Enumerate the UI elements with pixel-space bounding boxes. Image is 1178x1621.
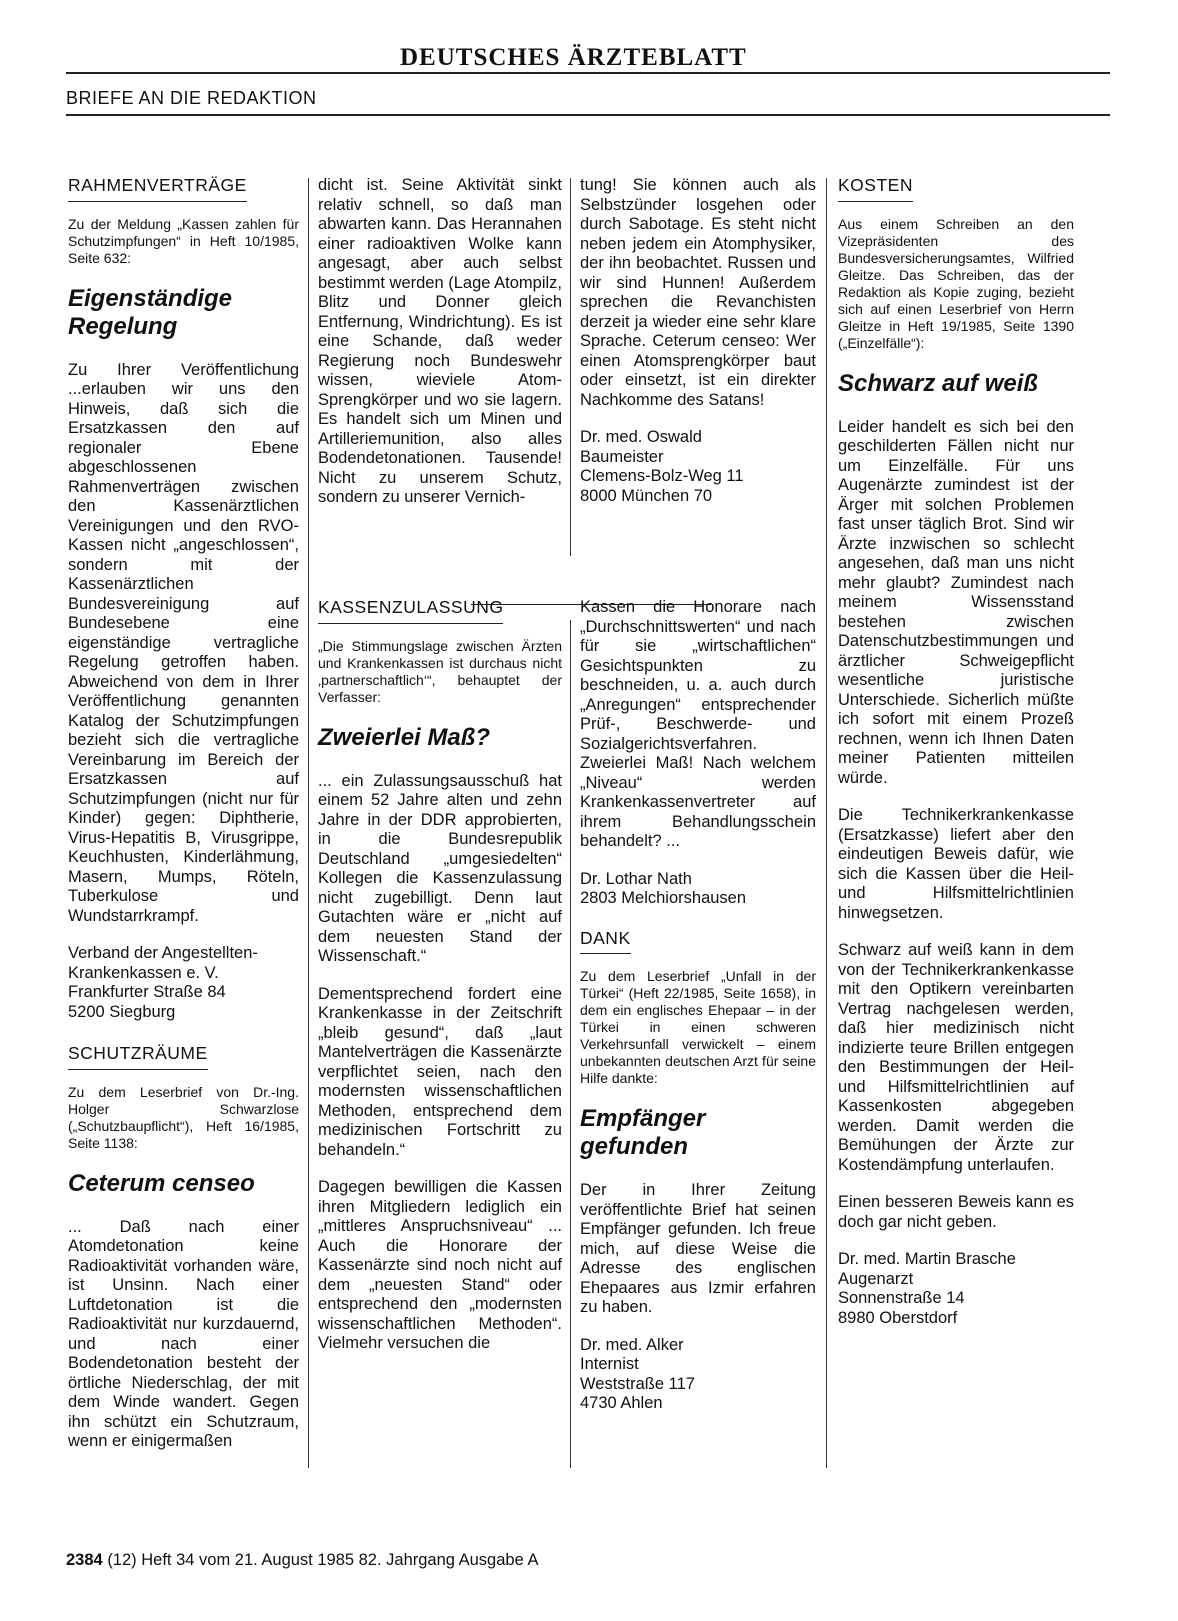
headline-eigenstaendige-regelung: Eigenständige Regelung bbox=[68, 284, 233, 340]
signature-line: Augenarzt bbox=[838, 1269, 914, 1288]
column-divider bbox=[308, 178, 309, 1468]
headline-ceterum-censeo: Ceterum censeo bbox=[68, 1169, 255, 1197]
headline-empfaenger-gefunden: Empfänger gefunden bbox=[580, 1105, 706, 1160]
column-3 bbox=[580, 176, 816, 506]
signature-line: Baumeister bbox=[580, 447, 664, 466]
intro-text: Zu der Meldung „Kassen zahlen für Schutzimpfungen“ in Heft 10/1985, Seite 632: bbox=[68, 215, 299, 266]
intro-text: „Die Stimmungslage zwischen Ärzten und Krankenkassen ist durchaus nicht ‚partnerschaftlich‘“, behauptet der Verfasser: bbox=[318, 637, 562, 705]
signature-line: Frankfurter Straße 84 bbox=[68, 983, 226, 1001]
signature-line: Krankenkassen e. V. bbox=[68, 963, 219, 982]
signature bbox=[580, 428, 816, 506]
column-4 bbox=[838, 176, 1074, 1328]
section-header-kosten: KOSTEN bbox=[838, 176, 913, 202]
column-divider bbox=[570, 620, 571, 1468]
signature bbox=[68, 944, 299, 1022]
page-footer bbox=[66, 1551, 538, 1570]
article-paragraph: Die Technikerkrankenkasse (Ersatzkasse) liefert aber den eindeutigen Beweis dafür, wie sich die Kassen über die Heil- und Hilfsmittelrichtlinien hinwegsetzen. bbox=[838, 806, 1074, 922]
article-paragraph: ... ein Zulassungsausschuß hat einem 52 Jahre alten und zehn Jahre in der DDR approbierten, in die Bundesrepublik Deutschland „umgesiedelten“ Kollegen die Kassenzulassung nicht zugebilligt. Denn laut Gutachten wäre er „nicht auf dem neuesten Stand der Wissenschaft.“ bbox=[318, 771, 562, 965]
signature bbox=[580, 1336, 816, 1414]
article-body: ... Daß nach einer Atomdetonation keine Radioaktivität vorhanden wäre, ist Unsinn. Nach einer Luftdetonation ist die Radioaktivität nur kurzdauernd, und nach einer Bodendetonation besteht der örtliche Niederschlag, der mit dem Winde wandert. Gegen ihn schützt ein Schutzraum, wenn er einigermaßen bbox=[68, 1217, 299, 1450]
intro-text: Zu dem Leserbrief von Dr.-Ing. Holger Schwarzlose („Schutzbaupflicht“), Heft 16/1985, Seite 1138: bbox=[68, 1083, 299, 1151]
article-paragraph: Einen besseren Beweis kann es doch gar nicht geben. bbox=[838, 1193, 1074, 1231]
column-2 bbox=[318, 176, 562, 508]
section-header-dank: DANK bbox=[580, 929, 631, 955]
column-divider bbox=[826, 178, 827, 1468]
page-number: 2384 bbox=[66, 1551, 103, 1569]
signature bbox=[838, 1250, 1074, 1328]
intro-text: Aus einem Schreiben an den Vizepräsidenten des Bundesversicherungsamtes, Wilfried Gleitze. Das Schreiben, das der Redaktion als Kopie zuging, bezieht sich auf einen Leserbrief von Herrn Gleitze in Heft 19/1985, Seite 1390 („Einzelfälle“): bbox=[838, 215, 1074, 351]
masthead: DEUTSCHES ÄRZTEBLATT bbox=[400, 44, 747, 71]
masthead-rule bbox=[66, 72, 1110, 74]
article-body-continued: tung! Sie können auch als Selbstzünder losgehen oder durch Sabotage. Es steht nicht neben jedem ein Atomphysiker, der ihn beobachtet. Russen und wir sind Hunnen! Außerdem sprechen die Revanchisten derzeit ja wieder eine sehr klare Sprache. Ceterum censeo: Wer einen Atomsprengkörper baut oder einsetzt, ist ein direkter Nachkomme des Satans! bbox=[580, 176, 816, 409]
section-header-kassenzulassung: KASSENZULASSUNG bbox=[318, 598, 503, 624]
article-paragraph: Der in Ihrer Zeitung veröffentlichte Brief hat seinen Empfänger gefunden. Ich freue mich, auf diese Weise die Adresse des englischen Ehepaares aus Izmir erfahren zu haben. bbox=[580, 1181, 816, 1316]
article-paragraph: Dementsprechend fordert eine Krankenkasse in der Zeitschrift „bleib gesund“, daß „laut Mantelverträgen die Kassenärzte verpflichtet seien, nach den modernsten wissenschaftlichen Methoden, entsprechend dem medizinischen Fortschritt zu behandeln.“ bbox=[318, 984, 562, 1159]
signature-line: 2803 Melchiorshausen bbox=[580, 889, 747, 907]
signature-line: Dr. med. Oswald bbox=[580, 428, 702, 446]
article-body-continued: dicht ist. Seine Aktivität sinkt relativ schnell, so daß man abwarten kann. Das Herannahen einer radioaktiven Wolke kann angesagt, aber auch selbst bestimmt werden (Lage Atompilz, Blitz und Donner gleich Entfernung, Windrichtung). Es ist eine Schande, daß weder Regierung noch Bundeswehr wissen, wieviele Atom-Sprengkörper und wo sie lagern. Es handelt sich um Minen und Artilleriemunition, also alles Bodendetonationen. Tausende! Nicht zu unserem Schutz, sondern zu unserer Vernich- bbox=[318, 176, 562, 506]
article-paragraph: Schwarz auf weiß kann in dem von der Technikerkrankenkasse mit den Optikern vereinbarten Vertrag nachgelesen werden, daß hier medizinisch nicht indizierte teure Brillen entgegen den Bestimmungen der Heil- und Hilfsmittelrichtlinien auf Kassenkosten abgegeben werden. Damit werden die Bemühungen der Ärzte zur Kostendämpfung unterlaufen. bbox=[838, 941, 1074, 1174]
signature-line: Dr. med. Martin Brasche bbox=[838, 1250, 1016, 1268]
signature-line: Dr. Lothar Nath bbox=[580, 869, 692, 888]
intro-text: Zu dem Leserbrief „Unfall in der Türkei“ (Heft 22/1985, Seite 1658), in dem ein englisches Ehepaar – in der Türkei in einen schweren Verkehrsunfall verwickelt – einem unbekannten deutschen Arzt für seine Hilfe dankte: bbox=[580, 968, 816, 1086]
signature bbox=[580, 870, 816, 909]
section-rule bbox=[66, 114, 1110, 116]
article-paragraph: Leider handelt es sich bei den geschilderten Fällen nicht nur um Einzelfälle. Für uns Augenärzte zumindest ist der Ärger mit solchen Problemen fast unser täglich Brot. Sind wir Ärzte inzwischen so schlecht angesehen, daß man uns nicht mehr glaubt? Zumindest nach meinem Wissensstand bestehen zwischen Datenschutzbestimmungen und ärztlicher Schweigepflicht wesentliche juristische Unterschiede. Sicherlich müßte ich sofort mit einem Prozeß rechnen, wenn ich Ihnen Daten meiner Patienten mitteilen würde. bbox=[838, 417, 1074, 787]
section-label: BRIEFE AN DIE REDAKTION bbox=[66, 88, 317, 108]
section-header-rahmenvertraege: RAHMENVERTRÄGE bbox=[68, 176, 247, 202]
signature-line: 8000 München 70 bbox=[580, 486, 713, 505]
signature-line: Weststraße 117 bbox=[580, 1374, 695, 1393]
signature-line: Verband der Angestellten- bbox=[68, 944, 258, 962]
signature-line: Internist bbox=[580, 1355, 639, 1373]
column-3-lower bbox=[580, 598, 816, 1414]
article-body-continued: Kassen die Honorare nach „Durchschnittswerten“ und nach für sie „wirtschaftlichen“ Gesichtspunkten zu beschneiden, u. a. auch durch „Anregungen“ entsprechender Prüf-, Beschwerde- und Sozialgerichtsverfahren. Zweierlei Maß! Nach welchem „Niveau“ werden Krankenkassenvertreter auf ihrem Behandlungsschein behandelt? ... bbox=[580, 598, 816, 850]
signature-line: Sonnenstraße 14 bbox=[838, 1289, 965, 1307]
issue-info: (12) Heft 34 vom 21. August 1985 82. Jahrgang Ausgabe A bbox=[107, 1551, 539, 1569]
column-2-lower bbox=[318, 598, 562, 1354]
signature-line: Clemens-Bolz-Weg 11 bbox=[580, 467, 744, 485]
column-1 bbox=[68, 176, 299, 1452]
headline-zweierlei-mass: Zweierlei Maß? bbox=[318, 723, 491, 751]
article-body: Zu Ihrer Veröffentlichung ...erlauben wir uns den Hinweis, daß sich die Ersatzkassen den auf regionaler Ebene abgeschlossenen Rahmenverträgen zwischen den Kassenärztlichen Vereinigungen und den RVO-Kassen nicht „angeschlossen“, sondern mit der Kassenärztlichen Bundesvereinigung auf Bundesebene eine eigenständige vertragliche Regelung getroffen haben. Abweichend von dem in Ihrer Veröffentlichung genannten Katalog der Schutzimpfungen bezieht sich die vertragliche Vereinbarung im Bereich der Ersatzkassen auf Schutzimpfungen (nicht nur für Kinder) gegen: Diphtherie, Virus-Hepatitis B, Virusgrippe, Keuchhusten, Kinderlähmung, Masern, Mumps, Röteln, Tuberkulose und Wundstarrkrampf. bbox=[68, 360, 299, 925]
signature-line: 8980 Oberstdorf bbox=[838, 1308, 958, 1327]
signature-line: 5200 Siegburg bbox=[68, 1002, 176, 1021]
column-divider bbox=[570, 178, 571, 556]
section-header-schutzraeume: SCHUTZRÄUME bbox=[68, 1044, 208, 1070]
article-paragraph: Dagegen bewilligen die Kassen ihren Mitgliedern lediglich ein „mittleres Anspruchsniveau“ ... Auch die Honorare der Kassenärzte sind noch nicht auf dem „neuesten Stand“ oder entsprechend den „modernsten wissenschaftlichen Methoden“. Vielmehr versuchen die bbox=[318, 1178, 562, 1352]
headline-schwarz-auf-weiss: Schwarz auf weiß bbox=[838, 369, 1039, 397]
signature-line: 4730 Ahlen bbox=[580, 1394, 663, 1412]
signature-line: Dr. med. Alker bbox=[580, 1335, 684, 1354]
